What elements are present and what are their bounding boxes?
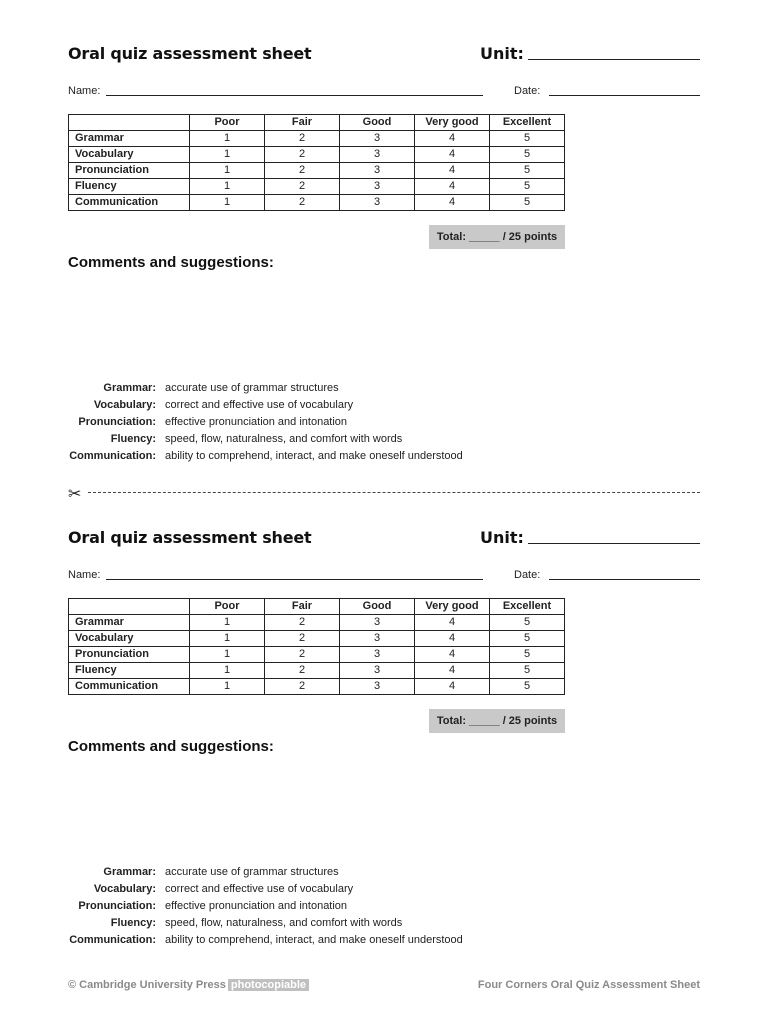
cut-line (68, 486, 700, 503)
score-cell[interactable]: 4 (415, 163, 490, 179)
score-cell[interactable]: 5 (490, 647, 565, 663)
assessment-sheet (68, 528, 700, 946)
score-cell[interactable]: 4 (415, 647, 490, 663)
rubric-corner-cell (69, 599, 190, 615)
name-date-row (68, 567, 700, 587)
criterion-description: ability to comprehend, interact, and make oneself understood (165, 934, 463, 946)
rubric-row (69, 147, 565, 163)
criterion-definition (68, 416, 568, 433)
criterion-label: Fluency (69, 179, 190, 195)
score-cell[interactable]: 3 (340, 195, 415, 211)
score-cell[interactable]: 2 (265, 679, 340, 695)
unit-field[interactable] (528, 59, 700, 60)
score-cell[interactable]: 5 (490, 195, 565, 211)
copyright-notice (68, 979, 309, 991)
criterion-definition (68, 900, 568, 917)
score-cell[interactable]: 2 (265, 147, 340, 163)
rubric-header-row (69, 599, 565, 615)
criterion-description: accurate use of grammar structures (165, 382, 339, 394)
criterion-term: Communication: (69, 934, 156, 946)
criteria-legend (68, 866, 568, 951)
score-cell[interactable]: 1 (190, 647, 265, 663)
criterion-term: Vocabulary: (93, 399, 156, 411)
criterion-definition (68, 917, 568, 934)
date-label: Date: (514, 569, 541, 581)
column-header: Excellent (490, 599, 565, 615)
rubric-table (68, 114, 565, 211)
score-cell[interactable]: 5 (490, 679, 565, 695)
column-header: Good (340, 599, 415, 615)
criterion-definition (68, 399, 568, 416)
score-cell[interactable]: 5 (490, 163, 565, 179)
total-points-box[interactable]: Total: _____ / 25 points (429, 225, 565, 249)
copyright-text: © Cambridge University Press (68, 979, 226, 991)
score-cell[interactable]: 3 (340, 147, 415, 163)
criterion-description: speed, flow, naturalness, and comfort with words (165, 917, 403, 929)
rubric-corner-cell (69, 115, 190, 131)
score-cell[interactable]: 4 (415, 147, 490, 163)
score-cell[interactable]: 4 (415, 615, 490, 631)
score-cell[interactable]: 2 (265, 615, 340, 631)
score-cell[interactable]: 1 (190, 663, 265, 679)
column-header: Fair (265, 599, 340, 615)
score-cell[interactable]: 3 (340, 663, 415, 679)
name-field[interactable] (106, 579, 483, 580)
rubric-row (69, 631, 565, 647)
score-cell[interactable]: 2 (265, 647, 340, 663)
criterion-definition (68, 883, 568, 900)
score-cell[interactable]: 1 (190, 147, 265, 163)
score-cell[interactable]: 5 (490, 131, 565, 147)
name-label: Name: (68, 85, 101, 97)
score-cell[interactable]: 4 (415, 663, 490, 679)
unit-label: Unit: (480, 528, 524, 547)
column-header: Very good (415, 115, 490, 131)
criterion-description: ability to comprehend, interact, and make oneself understood (165, 450, 463, 462)
criterion-definition (68, 866, 568, 883)
score-cell[interactable]: 1 (190, 631, 265, 647)
column-header: Excellent (490, 115, 565, 131)
criterion-term: Fluency: (110, 433, 156, 445)
criterion-label: Vocabulary (69, 631, 190, 647)
score-cell[interactable]: 2 (265, 195, 340, 211)
rubric-header-row (69, 115, 565, 131)
score-cell[interactable]: 2 (265, 631, 340, 647)
comments-heading: Comments and suggestions: (68, 254, 274, 271)
score-cell[interactable]: 3 (340, 679, 415, 695)
name-date-row (68, 83, 700, 103)
score-cell[interactable]: 3 (340, 631, 415, 647)
score-cell[interactable]: 2 (265, 663, 340, 679)
criterion-description: correct and effective use of vocabulary (165, 883, 354, 895)
criterion-term: Grammar: (103, 866, 156, 878)
score-cell[interactable]: 5 (490, 147, 565, 163)
criterion-label: Communication (69, 195, 190, 211)
criterion-label: Vocabulary (69, 147, 190, 163)
rubric-row (69, 647, 565, 663)
criterion-label: Communication (69, 679, 190, 695)
score-cell[interactable]: 2 (265, 163, 340, 179)
criterion-description: accurate use of grammar structures (165, 866, 339, 878)
column-header: Poor (190, 599, 265, 615)
sheet-title: Oral quiz assessment sheet (68, 44, 312, 63)
score-cell[interactable]: 5 (490, 631, 565, 647)
score-cell[interactable]: 2 (265, 131, 340, 147)
criterion-term: Communication: (69, 450, 156, 462)
dashed-divider (88, 492, 700, 493)
criterion-label: Pronunciation (69, 647, 190, 663)
assessment-sheet (68, 44, 700, 462)
rubric-row (69, 615, 565, 631)
criterion-term: Vocabulary: (93, 883, 156, 895)
score-cell[interactable]: 1 (190, 679, 265, 695)
rubric-row (69, 195, 565, 211)
criterion-definition (68, 433, 568, 450)
scissors-icon: ✂ (68, 486, 82, 503)
name-label: Name: (68, 569, 101, 581)
sheet-header (68, 528, 700, 550)
criteria-legend (68, 382, 568, 467)
score-cell[interactable]: 4 (415, 679, 490, 695)
score-cell[interactable]: 5 (490, 615, 565, 631)
sheet-title: Oral quiz assessment sheet (68, 528, 312, 547)
criterion-label: Grammar (69, 615, 190, 631)
criterion-description: speed, flow, naturalness, and comfort with words (165, 433, 403, 445)
score-cell[interactable]: 1 (190, 163, 265, 179)
date-field[interactable] (549, 579, 700, 580)
rubric-row (69, 163, 565, 179)
column-header: Fair (265, 115, 340, 131)
score-cell[interactable]: 4 (415, 131, 490, 147)
score-cell[interactable]: 5 (490, 179, 565, 195)
criterion-description: effective pronunciation and intonation (165, 900, 348, 912)
score-cell[interactable]: 5 (490, 663, 565, 679)
rubric-row (69, 131, 565, 147)
rubric-table (68, 598, 565, 695)
score-cell[interactable]: 4 (415, 179, 490, 195)
date-label: Date: (514, 85, 541, 97)
sheet-header (68, 44, 700, 66)
score-cell[interactable]: 1 (190, 131, 265, 147)
comments-heading: Comments and suggestions: (68, 738, 274, 755)
column-header: Poor (190, 115, 265, 131)
criterion-term: Pronunciation: (78, 900, 156, 912)
photocopiable-badge: photocopiable (228, 979, 309, 991)
score-cell[interactable]: 1 (190, 615, 265, 631)
score-cell[interactable]: 2 (265, 179, 340, 195)
score-cell[interactable]: 3 (340, 615, 415, 631)
unit-label: Unit: (480, 44, 524, 63)
name-field[interactable] (106, 95, 483, 96)
date-field[interactable] (549, 95, 700, 96)
total-points-box[interactable]: Total: _____ / 25 points (429, 709, 565, 733)
column-header: Very good (415, 599, 490, 615)
criterion-description: correct and effective use of vocabulary (165, 399, 354, 411)
column-header: Good (340, 115, 415, 131)
score-cell[interactable]: 1 (190, 179, 265, 195)
score-cell[interactable]: 3 (340, 131, 415, 147)
criterion-term: Grammar: (103, 382, 156, 394)
score-cell[interactable]: 4 (415, 195, 490, 211)
rubric-row (69, 663, 565, 679)
score-cell[interactable]: 3 (340, 163, 415, 179)
score-cell[interactable]: 3 (340, 179, 415, 195)
score-cell[interactable]: 3 (340, 647, 415, 663)
series-title: Four Corners Oral Quiz Assessment Sheet (477, 979, 700, 991)
criterion-definition (68, 450, 568, 467)
rubric-row (69, 679, 565, 695)
page-footer (68, 979, 700, 993)
criterion-label: Grammar (69, 131, 190, 147)
score-cell[interactable]: 1 (190, 195, 265, 211)
criterion-label: Fluency (69, 663, 190, 679)
criterion-description: effective pronunciation and intonation (165, 416, 348, 428)
criterion-definition (68, 382, 568, 399)
unit-field[interactable] (528, 543, 700, 544)
score-cell[interactable]: 4 (415, 631, 490, 647)
criterion-definition (68, 934, 568, 951)
criterion-label: Pronunciation (69, 163, 190, 179)
criterion-term: Pronunciation: (78, 416, 156, 428)
rubric-row (69, 179, 565, 195)
criterion-term: Fluency: (110, 917, 156, 929)
